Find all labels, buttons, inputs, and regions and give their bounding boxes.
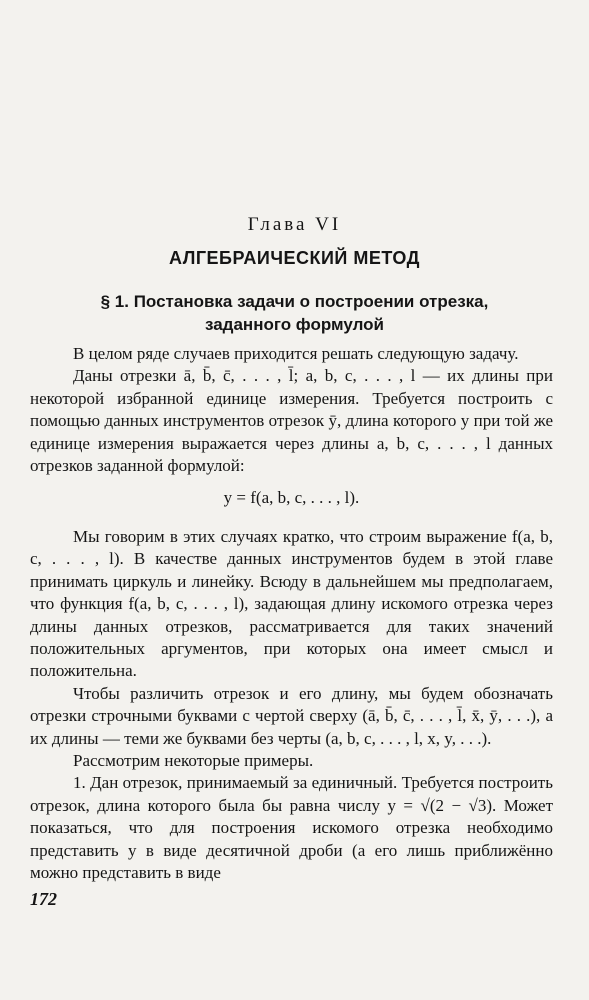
chapter-label: Глава VI (247, 214, 342, 235)
paragraph: Чтобы различить отрезок и его длину, мы будем обозначать отрезки строчными буквами с чертой сверху (ā, b̄, c̄, . . . , l̄, x̄, ȳ, . . .), а их длины — теми же буквами без черты (a, b, c, . . . , l, x, y, . . .). (30, 683, 553, 748)
paragraph: Мы говорим в этих случаях кратко, что строим выражение f(a, b, c, . . . , l). В качестве данных инструментов будем в этой главе принимать циркуль и линейку. Всюду в дальнейшем мы предполагаем, что функция f(a, b, c, . . . , l), задающая длину искомого отрезка через длины данных отрезков, рассматривается для таких значений положительных аргументов, при которых она имеет смысл и положительна. (30, 527, 553, 681)
paragraph: В целом ряде случаев приходится решать следующую задачу. (73, 344, 519, 363)
paragraph: Рассмотрим некоторые примеры. (73, 751, 314, 771)
formula: y = f(a, b, c, . . . , l). (223, 488, 360, 508)
chapter-title: АЛГЕБРАИЧЕСКИЙ МЕТОД (168, 248, 420, 268)
text-block-intro (30, 343, 553, 522)
section-title-line1: § 1. Постановка задачи о построении отрезка, (100, 292, 489, 311)
section-title-line2: заданного формулой (205, 315, 384, 334)
page-number: 172 (30, 889, 57, 909)
paragraph: Даны отрезки ā, b̄, c̄, . . . , l̄; a, b, c, . . . , l — их длины при некоторой избранной единице измерения. Требуется построить с помощью данных инструментов отрезок ȳ, длина которого y при той же единице измерения выражается через длины a, b, c, . . . , l данных отрезков заданной формулой: (30, 366, 553, 476)
paragraph: 1. Дан отрезок, принимаемый за единичный. Требуется построить отрезок, длина которого была бы равна числу y = √(2 − √3). Может показаться, что для построения искомого отрезка необходимо представить y в виде десятичной дроби (а его лишь приближённо можно представить в виде (30, 773, 553, 883)
text-block-body (30, 526, 553, 885)
section-title (40, 290, 549, 336)
